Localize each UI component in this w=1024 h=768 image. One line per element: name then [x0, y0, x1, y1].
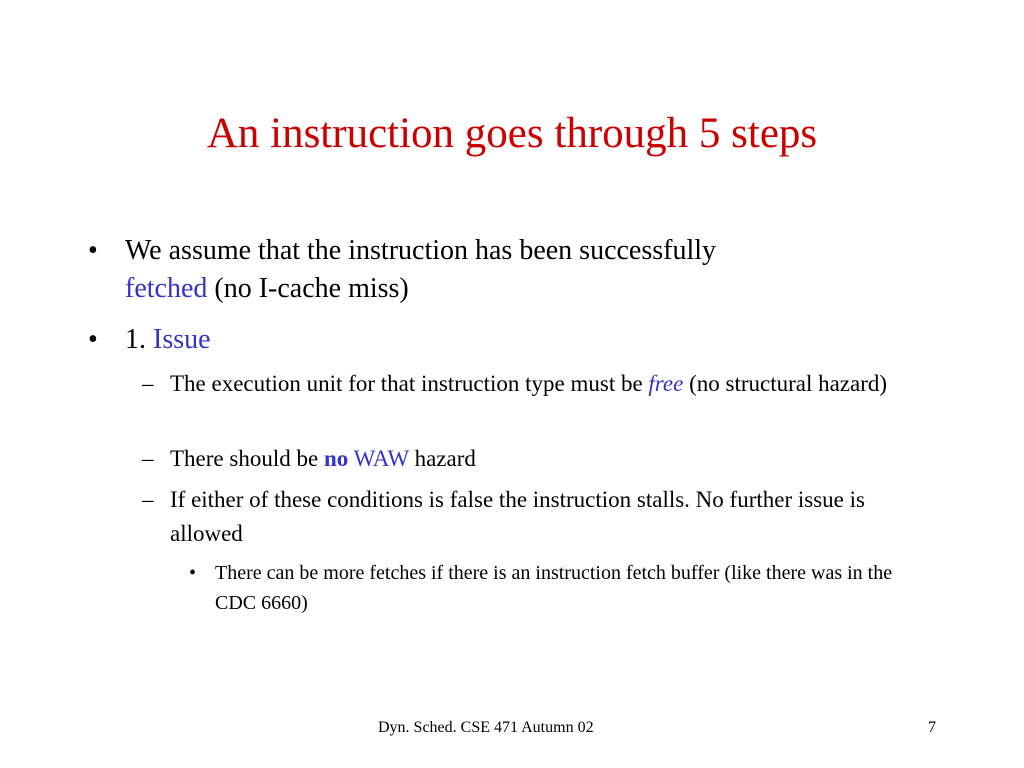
- sub-item-text: There should be: [170, 446, 324, 471]
- bullet-marker: •: [88, 324, 98, 355]
- dash-marker: –: [142, 487, 154, 512]
- bullet-text: We assume that the instruction has been successfully: [125, 235, 717, 266]
- sub-item-stall: [142, 483, 890, 551]
- sub-sub-item-text: There can be more fetches if there is an instruction fetch buffer (like there was in the CDC 6660): [215, 562, 893, 614]
- sub-item-text: If either of these conditions is false the instruction stalls. No further issue is allowed: [170, 487, 865, 546]
- footer-page-number: 7: [928, 719, 936, 736]
- sub-item-waw: [142, 442, 890, 476]
- issue-highlight: Issue: [153, 324, 211, 355]
- sub-sub-item-fetch-buffer: [189, 558, 935, 618]
- dash-marker: –: [142, 371, 154, 396]
- dash-marker: –: [142, 446, 154, 471]
- bullet-marker: •: [88, 235, 98, 266]
- fetched-highlight: fetched: [125, 273, 208, 304]
- sub-item-text: The execution unit for that instruction type must be: [170, 371, 649, 396]
- free-highlight: free: [648, 371, 684, 396]
- waw-highlight: WAW: [353, 446, 409, 471]
- bullet-item-fetched: [88, 232, 885, 308]
- no-highlight: no: [323, 446, 349, 471]
- sub-item-free: [142, 367, 890, 401]
- bullet-marker: •: [189, 562, 197, 584]
- sub-item-text-continued: hazard: [408, 446, 476, 471]
- footer-course: Dyn. Sched. CSE 471 Autumn 02: [378, 719, 594, 736]
- step-number: 1.: [125, 324, 153, 355]
- slide-title: An instruction goes through 5 steps: [206, 110, 818, 157]
- bullet-item-issue: [88, 321, 885, 359]
- bullet-text-continued: (no I-cache miss): [207, 273, 409, 304]
- sub-item-text-continued: (no structural hazard): [683, 371, 888, 396]
